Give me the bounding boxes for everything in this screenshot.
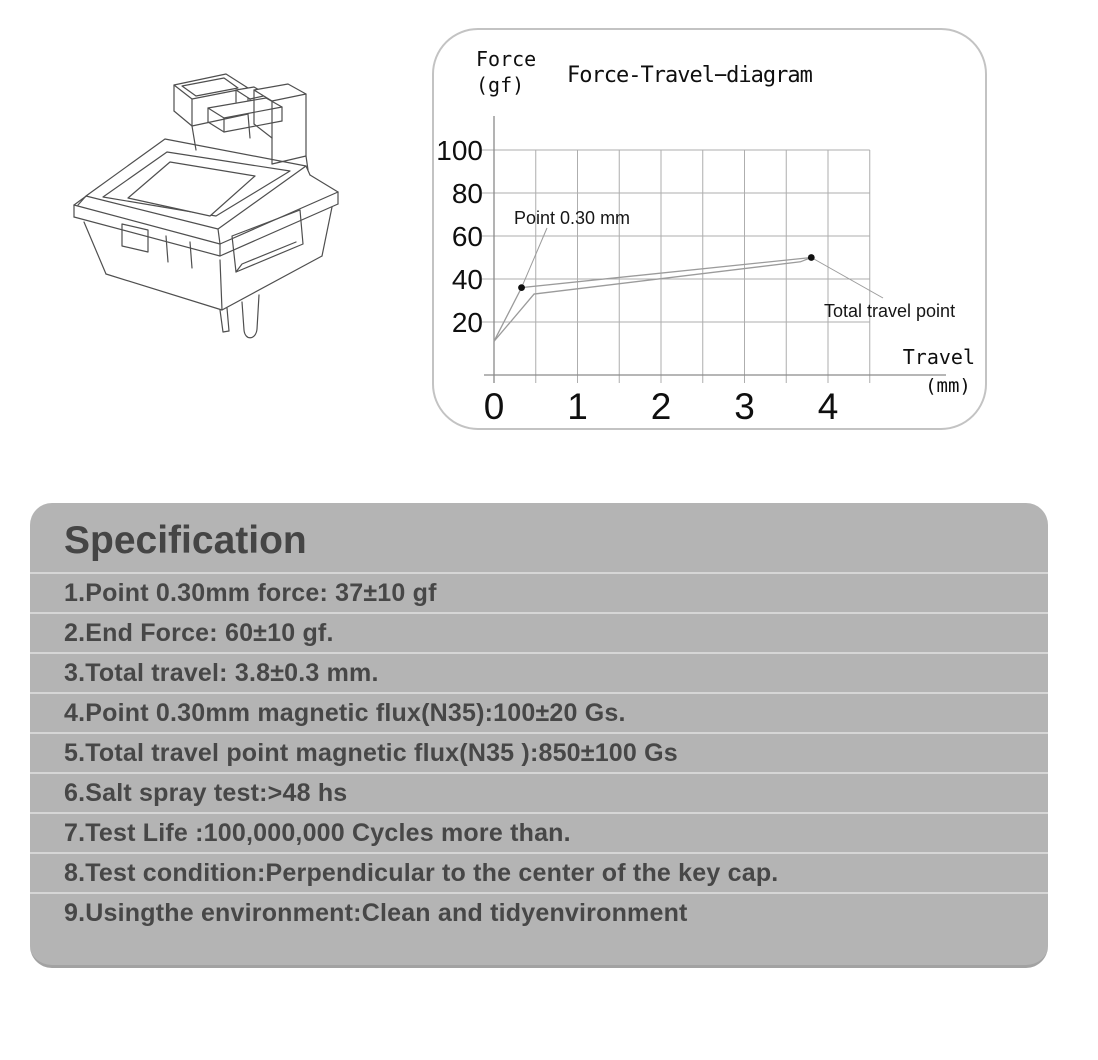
- keyboard-switch-line-drawing: [70, 64, 400, 364]
- x-tick-label: 0: [483, 386, 505, 427]
- switch-wireframe-group: [74, 74, 338, 338]
- y-tick-label: 20: [451, 307, 483, 338]
- curve-release: [494, 258, 811, 342]
- specification-title: Specification: [64, 519, 307, 562]
- spec-row: 6.Salt spray test:>48 hs: [30, 772, 1048, 812]
- x-tick-label: 1: [567, 386, 588, 427]
- specification-list: [30, 572, 1048, 932]
- x-tick-label: 3: [734, 386, 755, 427]
- chart-title: Force-Travel−diagram: [567, 63, 812, 88]
- x-tick-label: 4: [817, 386, 839, 427]
- spec-row: 2.End Force: 60±10 gf.: [30, 612, 1048, 652]
- spec-row: 3.Total travel: 3.8±0.3 mm.: [30, 652, 1048, 692]
- spec-row: 7.Test Life :100,000,000 Cycles more than.: [30, 812, 1048, 852]
- chart-x-axis-label-unit: (mm): [925, 375, 971, 397]
- marker-dot: [808, 254, 815, 261]
- marker-label: Point 0.30 mm: [514, 208, 631, 228]
- spec-row: 9.Usingthe environment:Clean and tidyenvironment: [30, 892, 1048, 932]
- spec-row: 8.Test condition:Perpendicular to the center of the key cap.: [30, 852, 1048, 892]
- specification-panel: [30, 503, 1048, 968]
- spec-row: 5.Total travel point magnetic flux(N35 ):850±100 Gs: [30, 732, 1048, 772]
- marker-label: Total travel point: [824, 301, 956, 321]
- chart-x-axis-label: Travel: [902, 345, 975, 369]
- force-travel-chart-card: [432, 28, 987, 430]
- chart-y-axis-label-unit: (gf): [476, 73, 525, 97]
- spec-row: 1.Point 0.30mm force: 37±10 gf: [30, 572, 1048, 612]
- curve-press: [494, 258, 811, 342]
- spec-row: 4.Point 0.30mm magnetic flux(N35):100±20 Gs.: [30, 692, 1048, 732]
- chart-y-axis-label: Force: [476, 47, 537, 71]
- marker-dot: [518, 284, 525, 291]
- y-tick-label: 100: [436, 135, 483, 166]
- force-travel-chart: [434, 30, 985, 428]
- y-tick-label: 40: [451, 264, 483, 295]
- x-tick-label: 2: [650, 386, 672, 427]
- marker-leader: [811, 258, 883, 299]
- y-tick-label: 60: [451, 221, 483, 252]
- y-tick-label: 80: [451, 178, 483, 209]
